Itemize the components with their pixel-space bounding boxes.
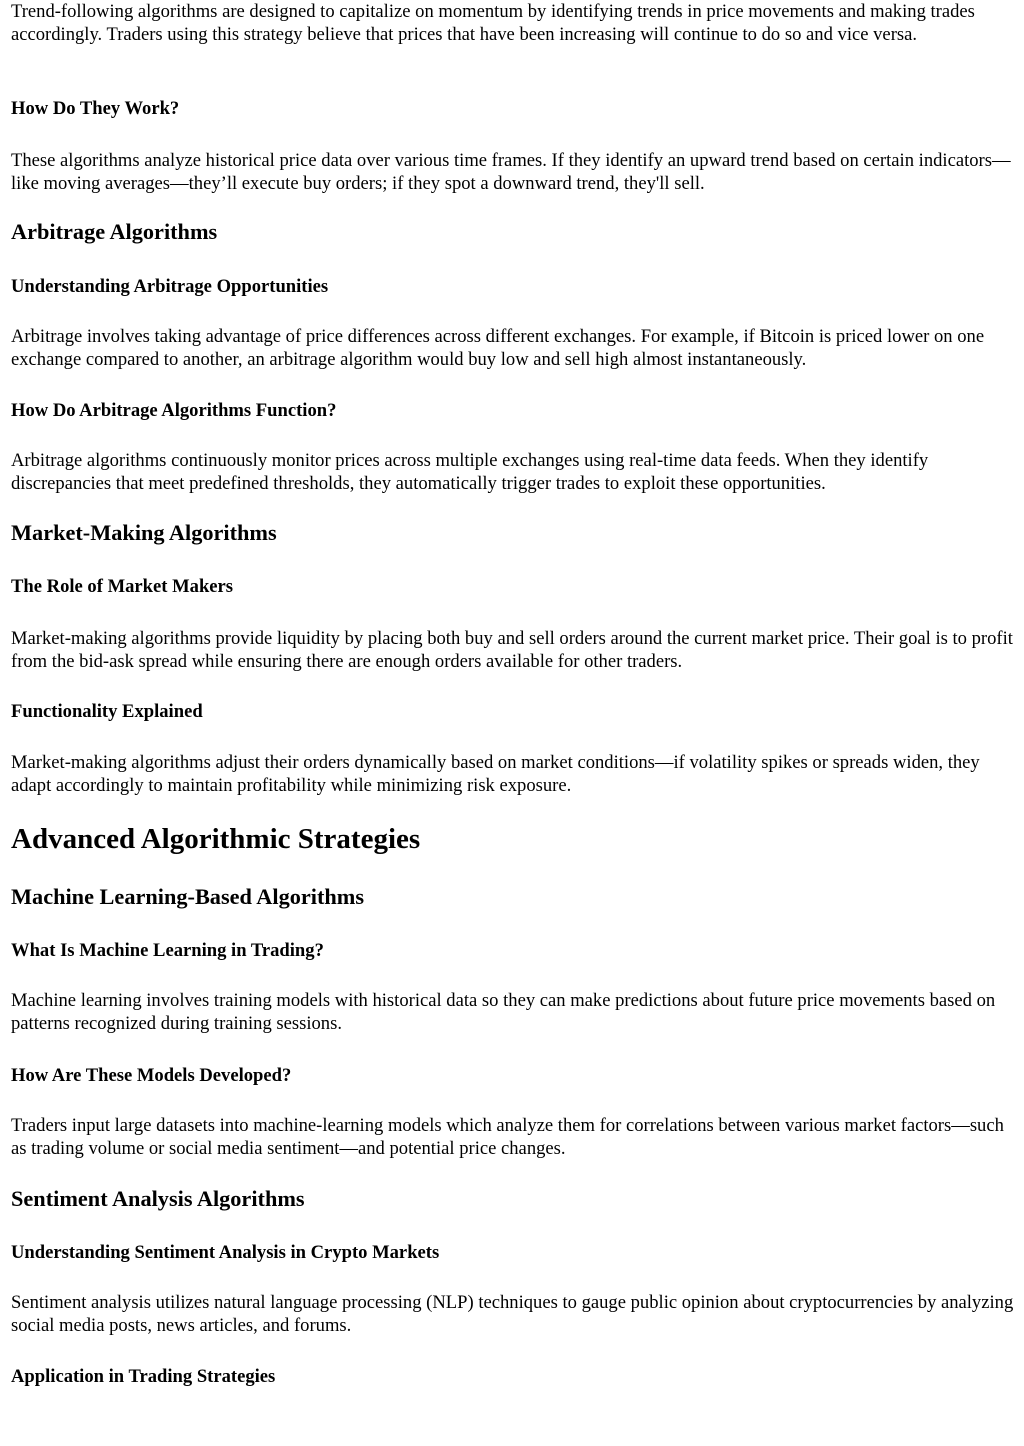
heading-advanced-strategies: Advanced Algorithmic Strategies (11, 823, 421, 855)
paragraph-how-do-they-work: These algorithms analyze historical price data over various time frames. If they identify an upward trend based on certain indicators—like moving averages—they’ll execute buy orders; if they spot a downward trend, they'll sell. (11, 150, 1011, 195)
paragraph-what-is-ml: Machine learning involves training models with historical data so they can make predictions about future price movements based on patterns recognized during training sessions. (11, 990, 996, 1035)
heading-arbitrage-algorithms: Arbitrage Algorithms (11, 219, 218, 244)
paragraph-trend-following-intro: Trend-following algorithms are designed to capitalize on momentum by identifying trends in price movements and making trades accordingly. Traders using this strategy believe that prices that have been increasing will continue to do so and vice versa. (11, 1, 975, 46)
paragraph-arbitrage-function: Arbitrage algorithms continuously monitor prices across multiple exchanges using real-time data feeds. When they identify discrepancies that meet predefined thresholds, they automatically trigger trades to exploit these opportunities. (11, 450, 929, 495)
heading-understanding-arbitrage: Understanding Arbitrage Opportunities (11, 276, 329, 297)
paragraph-role-of-market-makers: Market-making algorithms provide liquidity by placing both buy and sell orders around the current market price. Their goal is to profit from the bid-ask spread while ensuring there are enough orders available for other traders. (11, 628, 1013, 673)
heading-machine-learning-algorithms: Machine Learning-Based Algorithms (11, 884, 365, 909)
heading-arbitrage-function: How Do Arbitrage Algorithms Function? (11, 400, 337, 421)
heading-functionality-explained: Functionality Explained (11, 701, 203, 722)
heading-what-is-ml: What Is Machine Learning in Trading? (11, 940, 324, 961)
heading-market-making-algorithms: Market-Making Algorithms (11, 520, 277, 545)
heading-models-developed: How Are These Models Developed? (11, 1065, 292, 1086)
heading-understanding-sentiment: Understanding Sentiment Analysis in Crypto Markets (11, 1242, 440, 1263)
heading-sentiment-analysis-algorithms: Sentiment Analysis Algorithms (11, 1186, 305, 1211)
paragraph-functionality-explained: Market-making algorithms adjust their orders dynamically based on market conditions—if volatility spikes or spreads widen, they adapt accordingly to maintain profitability while minimizing risk exposure. (11, 752, 980, 797)
heading-how-do-they-work: How Do They Work? (11, 98, 180, 119)
paragraph-understanding-sentiment: Sentiment analysis utilizes natural language processing (NLP) techniques to gauge public opinion about cryptocurrencies by analyzing social media posts, news articles, and forums. (11, 1292, 1014, 1337)
paragraph-models-developed: Traders input large datasets into machine-learning models which analyze them for correlations between various market factors—such as trading volume or social media sentiment—and potential price changes. (11, 1115, 1004, 1160)
heading-role-of-market-makers: The Role of Market Makers (11, 576, 234, 597)
paragraph-understanding-arbitrage: Arbitrage involves taking advantage of price differences across different exchanges. For example, if Bitcoin is priced lower on one exchange compared to another, an arbitrage algorithm would buy low and sell high almost instantaneously. (11, 326, 985, 371)
heading-application-trading: Application in Trading Strategies (11, 1366, 276, 1387)
